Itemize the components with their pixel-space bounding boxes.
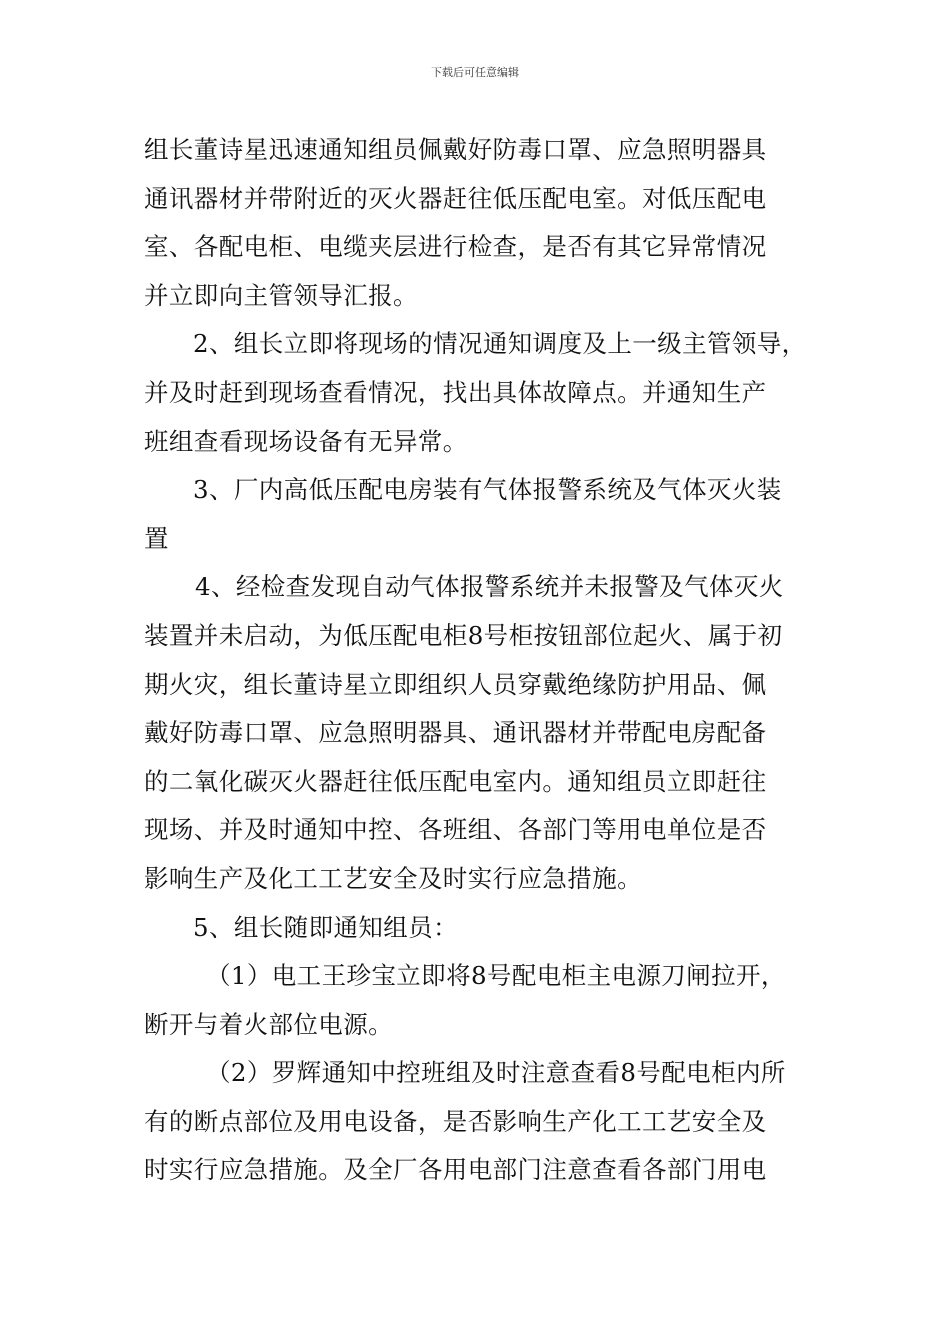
text-line: 置 <box>144 523 169 553</box>
text-line: 2、组长立即将现场的情况通知调度及上一级主管领导， <box>193 329 807 359</box>
text-line: 断开与着火部位电源。 <box>144 1009 393 1039</box>
text-line: 组长董诗星迅速通知组员佩戴好防毒口罩、应急照明器具 <box>144 135 767 164</box>
text-line: 有的断点部位及用电设备，是否影响生产化工工艺安全及 <box>144 1106 767 1136</box>
text-line: 时实行应急措施。及全厂各用电部门注意查看各部门用电 <box>144 1155 767 1185</box>
text-line: 班组查看现场设备有无异常。 <box>144 426 468 456</box>
text-line: 3、厂内高低压配电房装有气体报警系统及气体灭火装 <box>193 475 782 505</box>
text-line: 5、组长随即通知组员： <box>193 912 458 942</box>
document-body <box>144 126 814 1195</box>
text-line: 并立即向主管领导汇报。 <box>144 280 418 310</box>
page-header: 下载后可任意编辑 <box>431 66 519 79</box>
text-line: （2）罗辉通知中控班组及时注意查看8号配电柜内所 <box>206 1058 786 1088</box>
text-line: 影响生产及化工工艺安全及时实行应急措施。 <box>144 863 642 893</box>
text-line: （1）电工王珍宝立即将8号配电柜主电源刀闸拉开， <box>206 961 786 991</box>
text-line: 并及时赶到现场查看情况，找出具体故障点。并通知生产 <box>144 377 767 407</box>
text-line: 室、各配电柜、电缆夹层进行检查，是否有其它异常情况 <box>144 232 767 262</box>
text-line: 装置并未启动，为低压配电柜8号柜按钮部位起火、属于初 <box>144 620 783 650</box>
text-line: 的二氧化碳灭火器赶往低压配电室内。通知组员立即赶往 <box>144 766 767 796</box>
text-line: 期火灾，组长董诗星立即组织人员穿戴绝缘防护用品、佩 <box>144 669 767 699</box>
text-line: 戴好防毒口罩、应急照明器具、通讯器材并带配电房配备 <box>144 718 767 748</box>
text-line: 现场、并及时通知中控、各班组、各部门等用电单位是否 <box>144 815 767 845</box>
text-line: 4、经检查发现自动气体报警系统并未报警及气体灭火 <box>195 572 784 602</box>
text-line: 通讯器材并带附近的灭火器赶往低压配电室。对低压配电 <box>144 183 767 213</box>
